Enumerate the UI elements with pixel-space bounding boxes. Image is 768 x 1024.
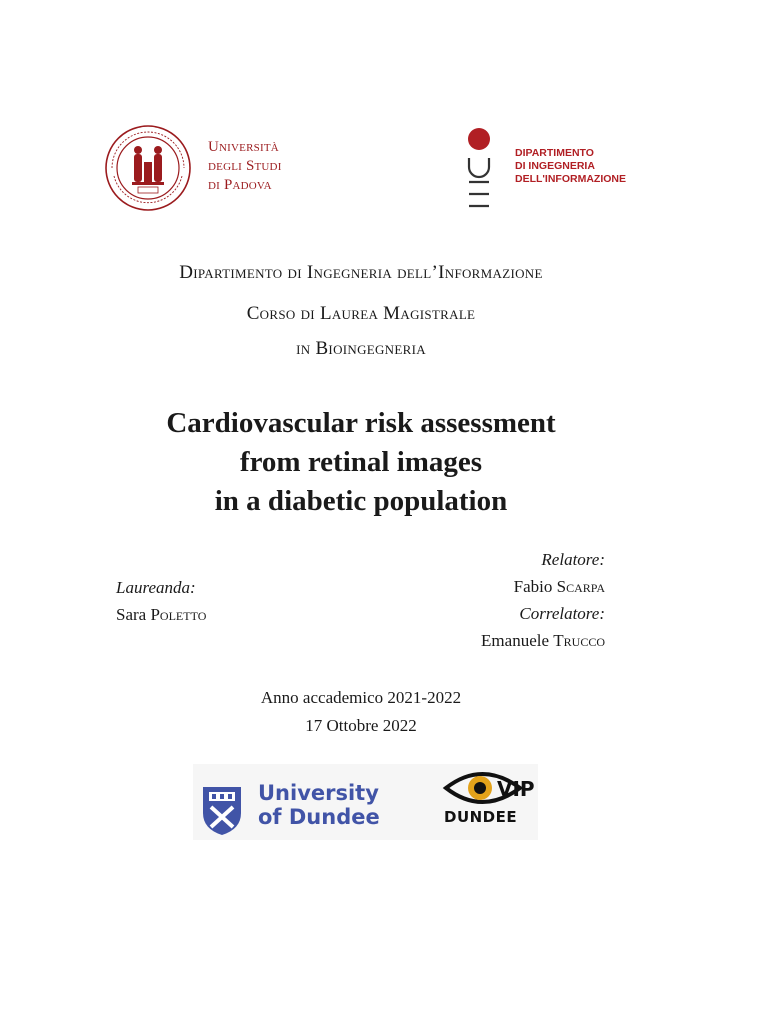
title-line-3: in a diabetic population bbox=[214, 485, 508, 517]
student-block bbox=[116, 574, 206, 628]
dundee-line2: of Dundee bbox=[258, 805, 380, 829]
title-line-1: Cardiovascular risk assessment bbox=[166, 407, 556, 439]
relatore-label: Relatore: bbox=[541, 550, 605, 569]
unipd-line1: Università bbox=[208, 139, 279, 155]
relatore-last-name: Scarpa bbox=[556, 577, 605, 596]
dei-line2: DI INGEGNERIA bbox=[515, 160, 595, 172]
dundee-line1: University bbox=[258, 781, 379, 805]
svg-text:VIP: VIP bbox=[497, 777, 535, 801]
department-name: Dipartimento di Ingegneria dell’Informazione bbox=[179, 262, 543, 283]
supervisors-block bbox=[380, 546, 605, 654]
dundee-shield-icon bbox=[201, 785, 243, 837]
title-line-2: from retinal images bbox=[239, 446, 483, 478]
thesis-title bbox=[0, 404, 722, 521]
dei-logo-mark bbox=[462, 128, 496, 212]
date-block bbox=[0, 684, 722, 740]
laureanda-label: Laureanda: bbox=[116, 578, 196, 597]
cvip-label: DUNDEE bbox=[444, 808, 518, 826]
course-line-2: in Bioingegneria bbox=[296, 338, 426, 359]
dundee-wordmark bbox=[258, 781, 380, 829]
relatore-name bbox=[380, 573, 605, 600]
cvip-eye-logo bbox=[442, 766, 535, 810]
laureanda-name bbox=[116, 601, 206, 628]
unipd-line2: degli Studi bbox=[208, 158, 282, 174]
laureanda-first-name: Sara bbox=[116, 605, 147, 624]
course-line-1: Corso di Laurea Magistrale bbox=[246, 303, 476, 324]
unipd-seal-logo bbox=[104, 124, 192, 212]
unipd-wordmark bbox=[208, 138, 282, 195]
dei-line3: DELL'INFORMAZIONE bbox=[515, 173, 626, 185]
unipd-line3: di Padova bbox=[208, 177, 272, 193]
dei-line1: DIPARTIMENTO bbox=[515, 147, 594, 159]
laureanda-last-name: Poletto bbox=[150, 605, 207, 624]
defense-date: 17 Ottobre 2022 bbox=[305, 716, 417, 735]
correlatore-first-name: Emanuele bbox=[481, 631, 550, 650]
academic-year: Anno accademico 2021-2022 bbox=[260, 688, 462, 707]
relatore-first-name: Fabio bbox=[513, 577, 553, 596]
correlatore-name bbox=[380, 627, 605, 654]
dei-wordmark bbox=[515, 147, 626, 186]
correlatore-last-name: Trucco bbox=[553, 631, 605, 650]
correlatore-label: Correlatore: bbox=[519, 604, 605, 623]
